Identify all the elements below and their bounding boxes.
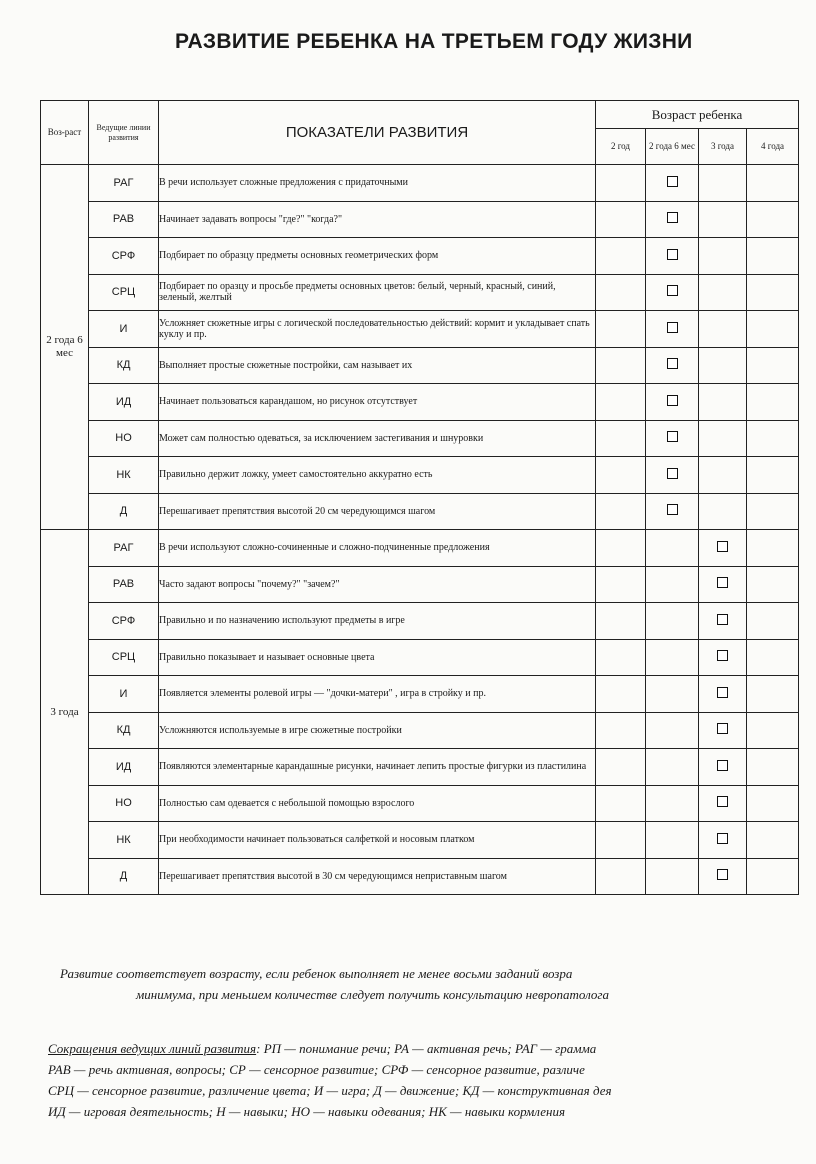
age-cell	[646, 274, 699, 311]
age-cell	[747, 274, 799, 311]
table-row	[41, 603, 799, 640]
indicator-text: Часто задают вопросы "почему?" "зачем?"	[159, 566, 596, 603]
age-cell	[747, 676, 799, 713]
table-row	[41, 712, 799, 749]
table-row	[41, 822, 799, 859]
checkbox[interactable]	[667, 322, 678, 333]
abbreviations-line-3: СРЦ — сенсорное развитие, различение цвета; И — игра; Д — движение; КД — конструктивная дея	[48, 1083, 612, 1098]
table-row	[41, 420, 799, 457]
checkbox[interactable]	[717, 723, 728, 734]
age-cell	[699, 712, 747, 749]
checkbox[interactable]	[717, 614, 728, 625]
age-cell	[596, 384, 646, 421]
development-line-code: НК	[89, 822, 159, 859]
checkbox[interactable]	[667, 285, 678, 296]
indicator-text: Перешагивает препятствия высотой 20 см чередующимся шагом	[159, 493, 596, 530]
age-group-label: 2 года 6 мес	[41, 165, 89, 530]
indicator-text: Начинает пользоваться карандашом, но рисунок отсутствует	[159, 384, 596, 421]
age-cell	[646, 712, 699, 749]
age-cell	[646, 822, 699, 859]
checkbox[interactable]	[667, 176, 678, 187]
age-cell	[699, 530, 747, 567]
checkbox[interactable]	[667, 468, 678, 479]
age-cell	[646, 457, 699, 494]
age-cell	[747, 384, 799, 421]
table-row	[41, 347, 799, 384]
age-cell	[646, 238, 699, 275]
table-row	[41, 566, 799, 603]
age-cell	[596, 420, 646, 457]
age-cell	[646, 311, 699, 348]
age-cell	[596, 566, 646, 603]
indicator-text: Полностью сам одевается с небольшой помощью взрослого	[159, 785, 596, 822]
indicator-text: Правильно и по назначению используют предметы в игре	[159, 603, 596, 640]
checkbox[interactable]	[667, 504, 678, 515]
age-cell	[699, 238, 747, 275]
table-row	[41, 749, 799, 786]
development-line-code: НК	[89, 457, 159, 494]
development-line-code: РАВ	[89, 566, 159, 603]
indicator-text: В речи используют сложно-сочиненные и сложно-подчиненные предложения	[159, 530, 596, 567]
checkbox[interactable]	[717, 796, 728, 807]
checkbox[interactable]	[717, 687, 728, 698]
age-cell	[699, 493, 747, 530]
age-cell	[699, 566, 747, 603]
development-line-code: НО	[89, 785, 159, 822]
development-line-code: Д	[89, 493, 159, 530]
abbreviations-line-1: : РП — понимание речи; РА — активная речь; РАГ — грамма	[256, 1041, 597, 1056]
age-cell	[596, 347, 646, 384]
table-row	[41, 311, 799, 348]
age-cell	[747, 165, 799, 202]
age-cell	[596, 201, 646, 238]
age-cell	[646, 420, 699, 457]
abbreviations-label: Сокращения ведущих линий развития	[48, 1041, 257, 1056]
age-cell	[747, 347, 799, 384]
development-line-code: РАГ	[89, 165, 159, 202]
table-row	[41, 238, 799, 275]
age-cell	[699, 274, 747, 311]
age-cell	[699, 420, 747, 457]
age-cell	[596, 603, 646, 640]
age-cell	[646, 858, 699, 895]
development-line-code: СРФ	[89, 238, 159, 275]
age-cell	[596, 822, 646, 859]
age-cell	[646, 201, 699, 238]
indicator-text: Правильно показывает и называет основные цвета	[159, 639, 596, 676]
age-cell	[747, 201, 799, 238]
age-cell	[747, 749, 799, 786]
indicator-text: Усложняет сюжетные игры с логической последовательностью действий: кормит и укладывает спать куклу и пр.	[159, 311, 596, 348]
header-age: Воз-раст	[41, 101, 89, 165]
age-cell	[699, 749, 747, 786]
checkbox[interactable]	[717, 760, 728, 771]
age-cell	[596, 238, 646, 275]
note	[60, 963, 816, 1005]
age-cell	[646, 347, 699, 384]
age-cell	[747, 822, 799, 859]
indicator-text: При необходимости начинает пользоваться салфеткой и носовым платком	[159, 822, 596, 859]
indicator-text: В речи использует сложные предложения с придаточными	[159, 165, 596, 202]
checkbox[interactable]	[717, 650, 728, 661]
table-row	[41, 530, 799, 567]
development-line-code: КД	[89, 347, 159, 384]
development-line-code: СРЦ	[89, 639, 159, 676]
indicator-text: Правильно держит ложку, умеет самостоятельно аккуратно есть	[159, 457, 596, 494]
development-line-code: Д	[89, 858, 159, 895]
age-cell	[699, 822, 747, 859]
checkbox[interactable]	[717, 541, 728, 552]
age-cell	[747, 712, 799, 749]
age-cell	[646, 530, 699, 567]
checkbox[interactable]	[667, 395, 678, 406]
indicator-text: Начинает задавать вопросы "где?" "когда?"	[159, 201, 596, 238]
table-row	[41, 858, 799, 895]
age-cell	[747, 420, 799, 457]
age-cell	[646, 566, 699, 603]
indicator-text: Подбирает по оразцу и просьбе предметы основных цветов: белый, черный, красный, синий, зеленый, желтый	[159, 274, 596, 311]
age-cell	[699, 785, 747, 822]
indicator-text: Может сам полностью одеваться, за исключением застегивания и шнуровки	[159, 420, 596, 457]
age-cell	[699, 311, 747, 348]
age-cell	[699, 201, 747, 238]
age-cell	[646, 384, 699, 421]
age-cell	[747, 858, 799, 895]
development-line-code: РАГ	[89, 530, 159, 567]
development-line-code: СРЦ	[89, 274, 159, 311]
table-row	[41, 457, 799, 494]
age-cell	[596, 165, 646, 202]
age-cell	[596, 493, 646, 530]
page-title: РАЗВИТИЕ РЕБЕНКА НА ТРЕТЬЕМ ГОДУ ЖИЗНИ	[175, 30, 693, 53]
checkbox[interactable]	[667, 249, 678, 260]
abbreviations-line-4: ИД — игровая деятельность; Н — навыки; НО — навыки одевания; НК — навыки кормления	[48, 1104, 566, 1119]
age-cell	[747, 311, 799, 348]
table-row	[41, 493, 799, 530]
age-cell	[646, 603, 699, 640]
development-line-code: РАВ	[89, 201, 159, 238]
age-cell	[699, 347, 747, 384]
checkbox[interactable]	[667, 431, 678, 442]
age-cell	[699, 858, 747, 895]
note-line-2: минимума, при меньшем количестве следует получить консультацию невропатолога	[136, 987, 609, 1002]
abbreviations-line-2: РАВ — речь активная, вопросы; СР — сенсорное развитие; СРФ — сенсорное развитие, различе	[48, 1062, 585, 1077]
age-cell	[596, 785, 646, 822]
development-line-code: НО	[89, 420, 159, 457]
indicator-text: Перешагивает препятствия высотой в 30 см чередующимся неприставным шагом	[159, 858, 596, 895]
indicator-text: Усложняются используемые в игре сюжетные постройки	[159, 712, 596, 749]
age-cell	[747, 639, 799, 676]
table-body	[41, 165, 799, 895]
table-row	[41, 201, 799, 238]
age-cell	[596, 858, 646, 895]
table-row	[41, 676, 799, 713]
age-cell	[646, 785, 699, 822]
age-cell	[596, 530, 646, 567]
header-col-2y6m: 2 года 6 мес	[646, 129, 699, 165]
age-cell	[747, 603, 799, 640]
age-group-label: 3 года	[41, 530, 89, 895]
header-indicators: ПОКАЗАТЕЛИ РАЗВИТИЯ	[159, 101, 596, 165]
development-line-code: КД	[89, 712, 159, 749]
indicator-text: Выполняет простые сюжетные постройки, сам называет их	[159, 347, 596, 384]
table-row	[41, 274, 799, 311]
development-line-code: И	[89, 311, 159, 348]
age-cell	[596, 749, 646, 786]
age-cell	[699, 165, 747, 202]
header-col-3y: 3 года	[699, 129, 747, 165]
abbreviations	[48, 1038, 816, 1122]
age-cell	[646, 639, 699, 676]
checkbox[interactable]	[717, 833, 728, 844]
checkbox[interactable]	[717, 869, 728, 880]
development-line-code: СРФ	[89, 603, 159, 640]
age-cell	[747, 530, 799, 567]
checkbox[interactable]	[667, 212, 678, 223]
development-line-code: ИД	[89, 384, 159, 421]
age-cell	[699, 457, 747, 494]
header-col-4y: 4 года	[747, 129, 799, 165]
age-cell	[699, 603, 747, 640]
development-line-code: И	[89, 676, 159, 713]
age-cell	[747, 493, 799, 530]
age-cell	[747, 566, 799, 603]
indicator-text: Подбирает по образцу предметы основных геометрических форм	[159, 238, 596, 275]
header-age-of-child: Возраст ребенка	[596, 101, 799, 129]
header-lines: Ведущие линии развития	[89, 101, 159, 165]
age-cell	[699, 384, 747, 421]
checkbox[interactable]	[717, 577, 728, 588]
age-cell	[747, 238, 799, 275]
header-col-2y: 2 год	[596, 129, 646, 165]
age-cell	[747, 785, 799, 822]
table-row	[41, 165, 799, 202]
indicator-text: Появляются элементарные карандашные рисунки, начинает лепить простые фигурки из пластилина	[159, 749, 596, 786]
age-cell	[596, 274, 646, 311]
age-cell	[596, 457, 646, 494]
table-row	[41, 384, 799, 421]
age-cell	[699, 639, 747, 676]
table-row	[41, 639, 799, 676]
age-cell	[646, 165, 699, 202]
table-row	[41, 785, 799, 822]
development-line-code: ИД	[89, 749, 159, 786]
age-cell	[646, 493, 699, 530]
age-cell	[646, 749, 699, 786]
age-cell	[596, 639, 646, 676]
age-cell	[646, 676, 699, 713]
age-cell	[699, 676, 747, 713]
note-line-1: Развитие соответствует возрасту, если ребенок выполняет не менее восьми заданий возра	[60, 966, 573, 981]
checkbox[interactable]	[667, 358, 678, 369]
age-cell	[596, 676, 646, 713]
development-table	[40, 100, 799, 895]
indicator-text: Появляется элементы ролевой игры — "дочки-матери" , игра в стройку и пр.	[159, 676, 596, 713]
age-cell	[747, 457, 799, 494]
age-cell	[596, 712, 646, 749]
age-cell	[596, 311, 646, 348]
